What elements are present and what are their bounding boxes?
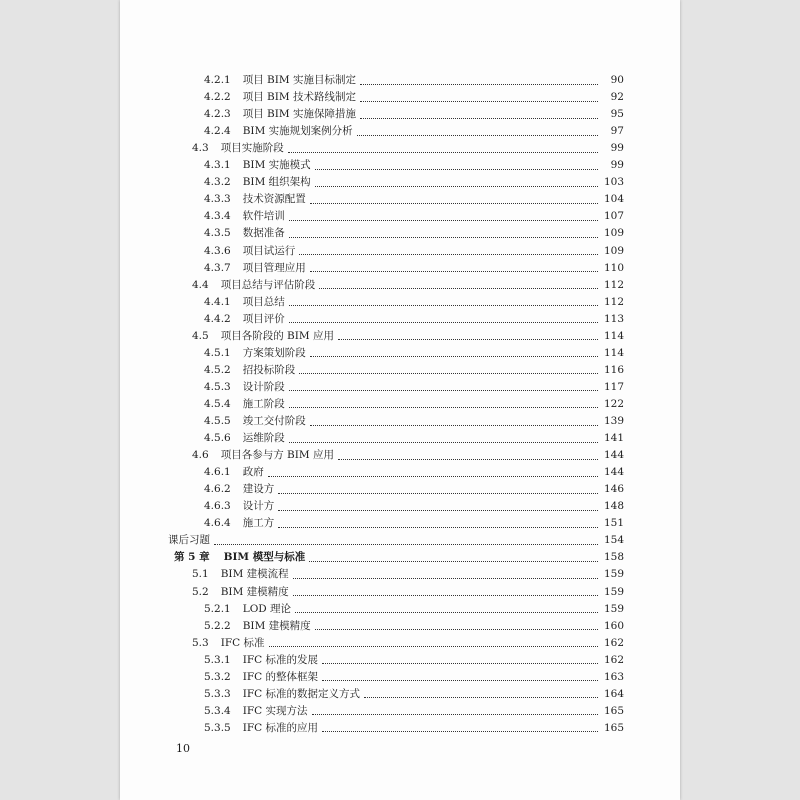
- toc-leader-dots: [338, 458, 598, 460]
- toc-leader-dots: [322, 730, 598, 732]
- toc-entry-number: 5.1: [192, 568, 209, 581]
- toc-entry-number: 4.3.3: [204, 193, 231, 206]
- toc-entry-page: 110: [603, 261, 624, 274]
- toc-entry-page: 112: [603, 278, 624, 291]
- toc-entry-page: 116: [603, 363, 624, 376]
- toc-entry-page: 122: [603, 397, 624, 410]
- toc-entry-page: 159: [603, 568, 624, 581]
- toc-entry-number: 5.2: [192, 585, 209, 598]
- toc-entry: [204, 652, 624, 669]
- toc-leader-dots: [310, 202, 598, 204]
- toc-entry-page: 160: [603, 619, 624, 632]
- toc-leader-dots: [309, 560, 598, 562]
- toc-entry-number: 4.5: [192, 329, 209, 342]
- toc-entry-number: 5.2.1: [204, 602, 231, 615]
- toc-leader-dots: [289, 321, 598, 323]
- toc-entry: [204, 618, 624, 635]
- toc-entry-page: 99: [610, 142, 624, 155]
- toc-entry-number: 4.3.7: [204, 261, 231, 274]
- toc-entry-page: 139: [603, 415, 624, 427]
- toc-entry-title: 施工方: [242, 517, 275, 530]
- toc-leader-dots: [364, 696, 598, 698]
- toc-entry: [204, 345, 624, 362]
- toc-entry-number: 4.6.3: [204, 500, 231, 513]
- toc-entry-title: IFC 的整体框架: [242, 670, 319, 683]
- page-number: 10: [176, 742, 190, 755]
- toc-entry-title: 项目各阶段的 BIM 应用: [220, 329, 334, 342]
- toc-leader-dots: [357, 134, 598, 136]
- toc-entry-number: 4.6.1: [204, 466, 231, 479]
- toc-entry: [204, 379, 624, 396]
- toc-entry: [204, 498, 624, 515]
- toc-entry-page: 109: [603, 244, 624, 257]
- toc-leader-dots: [269, 645, 598, 647]
- toc-entry-page: 159: [603, 585, 624, 598]
- toc-entry: [204, 464, 624, 481]
- toc-leader-dots: [289, 406, 598, 408]
- toc-leader-dots: [312, 713, 598, 715]
- toc-entry-number: 4.2.3: [204, 108, 231, 121]
- toc-entry: [204, 515, 624, 532]
- toc-entry: [192, 447, 624, 464]
- toc-leader-dots: [289, 441, 598, 443]
- toc-entry-title: IFC 标准的应用: [242, 721, 319, 734]
- toc-entry-title: 项目总结与评估阶段: [220, 278, 316, 291]
- toc-leader-dots: [289, 219, 598, 221]
- toc-entry-number: 4.5.3: [204, 380, 231, 393]
- toc-entry: [192, 140, 624, 157]
- toc-entry-page: 144: [603, 449, 624, 462]
- toc-entry-page: 163: [603, 670, 624, 683]
- toc-entry: [204, 157, 624, 174]
- toc-entry: [204, 362, 624, 379]
- toc-leader-dots: [289, 236, 598, 238]
- toc-entry-page: 112: [603, 295, 624, 308]
- toc-entry-page: 95: [610, 108, 624, 121]
- toc-entry-number: 4.3.1: [204, 159, 231, 172]
- toc-entry-title: BIM 建模流程: [220, 568, 289, 581]
- toc-entry-title: 数据准备: [242, 227, 285, 240]
- toc-entry-number: 4.5.6: [204, 432, 231, 445]
- background-left: [0, 0, 120, 800]
- toc-entry-title: 软件培训: [242, 210, 285, 223]
- toc-entry-title: 技术资源配置: [242, 193, 306, 206]
- toc-entry-number: 4.3.6: [204, 244, 231, 257]
- toc-entry: [192, 277, 624, 294]
- toc-entry-number: 4.3.2: [204, 176, 231, 189]
- toc-entry: [192, 584, 624, 601]
- toc-leader-dots: [289, 304, 598, 306]
- toc-leader-dots: [289, 389, 598, 391]
- toc-entry-title: 建设方: [242, 483, 275, 496]
- toc-entry-page: 164: [603, 687, 624, 700]
- toc-entry-title: 施工阶段: [242, 397, 285, 410]
- toc-entry-page: 99: [610, 159, 624, 172]
- toc-entry-page: 144: [603, 466, 624, 479]
- toc-entry-number: 4.4: [192, 278, 209, 291]
- toc-entry-title: 项目 BIM 实施保障措施: [242, 108, 357, 121]
- toc-leader-dots: [278, 509, 598, 511]
- toc-entry-page: 151: [603, 517, 624, 530]
- toc-entry: [204, 311, 624, 328]
- toc-leader-dots: [288, 151, 598, 153]
- toc-entry-page: 159: [603, 602, 624, 615]
- toc-leader-dots: [322, 662, 598, 664]
- toc-entry: [204, 123, 624, 140]
- toc-entry: [204, 396, 624, 413]
- toc-leader-dots: [315, 185, 598, 187]
- toc-entry: [204, 260, 624, 277]
- toc-entry-page: 113: [603, 312, 624, 325]
- toc-entry: [192, 635, 624, 652]
- toc-entry: [204, 669, 624, 686]
- toc-leader-dots: [319, 287, 598, 289]
- toc-leader-dots: [360, 100, 598, 102]
- toc-leader-dots: [338, 338, 598, 340]
- toc-entry: [204, 601, 624, 618]
- toc-entry-number: 4.4.1: [204, 295, 231, 308]
- toc-entry-title: BIM 建模精度: [220, 585, 289, 598]
- toc-entry-page: 158: [603, 551, 624, 564]
- toc-leader-dots: [360, 117, 598, 119]
- toc-entry: [204, 208, 624, 225]
- toc-entry-page: 107: [603, 210, 624, 223]
- toc-entry-title: 设计方: [242, 500, 275, 513]
- toc-entry: [204, 89, 624, 106]
- toc-entry-number: 4.6.4: [204, 517, 231, 530]
- toc-entry-number: 4.2.4: [204, 125, 231, 138]
- toc-entry-page: 162: [603, 653, 624, 666]
- toc-entry-title: 竣工交付阶段: [242, 415, 306, 427]
- toc-entry: [204, 413, 624, 430]
- toc-entry-number: 4.5.1: [204, 346, 231, 359]
- toc-entry-title: 政府: [242, 466, 264, 479]
- toc-leader-dots: [293, 594, 598, 596]
- toc-entry-page: 165: [603, 721, 624, 734]
- toc-leader-dots: [295, 611, 598, 613]
- toc-entry-page: 114: [603, 329, 624, 342]
- toc-leader-dots: [214, 543, 598, 545]
- toc-entry-number: 4.5.4: [204, 397, 231, 410]
- toc-entry-title: BIM 实施规划案例分析: [242, 125, 353, 138]
- toc-entry-title: 运维阶段: [242, 432, 285, 445]
- toc-entry-page: 109: [603, 227, 624, 240]
- toc-entry: [204, 72, 624, 89]
- toc-entry-number: 4.4.2: [204, 312, 231, 325]
- toc-entry: [204, 294, 624, 311]
- toc-entry-title: BIM 模型与标准: [223, 551, 306, 564]
- toc-entry-title: 项目实施阶段: [220, 142, 284, 155]
- toc-leader-dots: [299, 253, 598, 255]
- toc-leader-dots: [310, 270, 598, 272]
- toc-entry-title: 方案策划阶段: [242, 346, 306, 359]
- toc-entry-page: 146: [603, 483, 624, 496]
- toc-entry-title: IFC 标准的发展: [242, 653, 319, 666]
- toc-entry-number: 4.2.1: [204, 74, 231, 86]
- toc-entry-number: 4.6.2: [204, 483, 231, 496]
- toc-entry-number: 4.3.4: [204, 210, 231, 223]
- toc-entry: [204, 430, 624, 447]
- toc-entry-page: 154: [603, 534, 624, 547]
- toc-entry-number: 5.3.2: [204, 670, 231, 683]
- toc-entry: [204, 174, 624, 191]
- toc-entry: [204, 720, 624, 737]
- toc-entry-page: 162: [603, 636, 624, 649]
- toc-entry-title: IFC 实现方法: [242, 704, 308, 717]
- toc-leader-dots: [310, 355, 598, 357]
- toc-leader-dots: [293, 577, 598, 579]
- toc-entry-number: 4.6: [192, 449, 209, 462]
- toc-leader-dots: [315, 628, 598, 630]
- toc-entry-title: 招投标阶段: [242, 363, 296, 376]
- toc-entry: [204, 225, 624, 242]
- toc-entry-title: 项目 BIM 技术路线制定: [242, 91, 357, 104]
- toc-entry: [204, 686, 624, 703]
- toc-entry-title: 项目管理应用: [242, 261, 306, 274]
- toc-entry: [204, 191, 624, 208]
- toc-entry: [204, 481, 624, 498]
- toc-leader-dots: [322, 679, 598, 681]
- toc-entry-title: IFC 标准的数据定义方式: [242, 687, 361, 700]
- toc-entry-page: 165: [603, 704, 624, 717]
- toc-entry: [192, 566, 624, 583]
- toc-entry-page: 114: [603, 346, 624, 359]
- toc-entry-title: 项目试运行: [242, 244, 296, 257]
- toc-leader-dots: [299, 372, 598, 374]
- toc-entry-title: 项目评价: [242, 312, 285, 325]
- toc-entry-page: 148: [603, 500, 624, 513]
- toc-entry-number: 4.2.2: [204, 91, 231, 104]
- toc-entry-title: 项目各参与方 BIM 应用: [220, 449, 334, 462]
- toc-entry: [204, 703, 624, 720]
- toc-leader-dots: [268, 475, 598, 477]
- toc-entry-number: 4.5.2: [204, 363, 231, 376]
- toc-entry-title: LOD 理论: [242, 602, 292, 615]
- toc-entry-number: 4.3: [192, 142, 209, 155]
- toc-entry-page: 97: [610, 125, 624, 138]
- toc-entry-title: 课后习题: [168, 534, 210, 547]
- toc-entry-title: IFC 标准: [220, 636, 265, 649]
- toc-entry-title: BIM 建模精度: [242, 619, 311, 632]
- toc-entry-number: 5.3: [192, 636, 209, 649]
- toc-entry-title: 设计阶段: [242, 380, 285, 393]
- toc-entry-page: 103: [603, 176, 624, 189]
- toc-entry-number: 4.5.5: [204, 415, 231, 427]
- toc-entry-number: 5.3.4: [204, 704, 231, 717]
- toc-leader-dots: [278, 492, 598, 494]
- background-right: [680, 0, 800, 800]
- toc-entry: [204, 243, 624, 260]
- toc-entry: [192, 328, 624, 345]
- toc-leader-dots: [315, 168, 598, 170]
- toc-entry-number: 5.3.3: [204, 687, 231, 700]
- toc-entry: [174, 549, 624, 566]
- toc-entry-number: 5.2.2: [204, 619, 231, 632]
- toc-entry-page: 141: [603, 432, 624, 445]
- toc-entry: [204, 106, 624, 123]
- toc-entry: [168, 532, 624, 549]
- document-page: [120, 0, 680, 800]
- toc-entry-page: 117: [603, 380, 624, 393]
- toc-entry-title: 项目总结: [242, 295, 285, 308]
- toc-entry-number: 4.3.5: [204, 227, 231, 240]
- toc-leader-dots: [278, 526, 598, 528]
- toc-entry-title: BIM 组织架构: [242, 176, 311, 189]
- toc-entry-number: 第 5 章: [174, 551, 210, 564]
- toc-entry-title: BIM 实施模式: [242, 159, 311, 172]
- toc-entry-page: 90: [610, 74, 624, 86]
- toc-entry-number: 5.3.1: [204, 653, 231, 666]
- toc-entry-page: 92: [610, 91, 624, 104]
- toc-entry-title: 项目 BIM 实施目标制定: [242, 74, 357, 86]
- toc-leader-dots: [310, 424, 598, 426]
- toc-entry-number: 5.3.5: [204, 721, 231, 734]
- toc-leader-dots: [360, 83, 598, 85]
- toc-entry-page: 104: [603, 193, 624, 206]
